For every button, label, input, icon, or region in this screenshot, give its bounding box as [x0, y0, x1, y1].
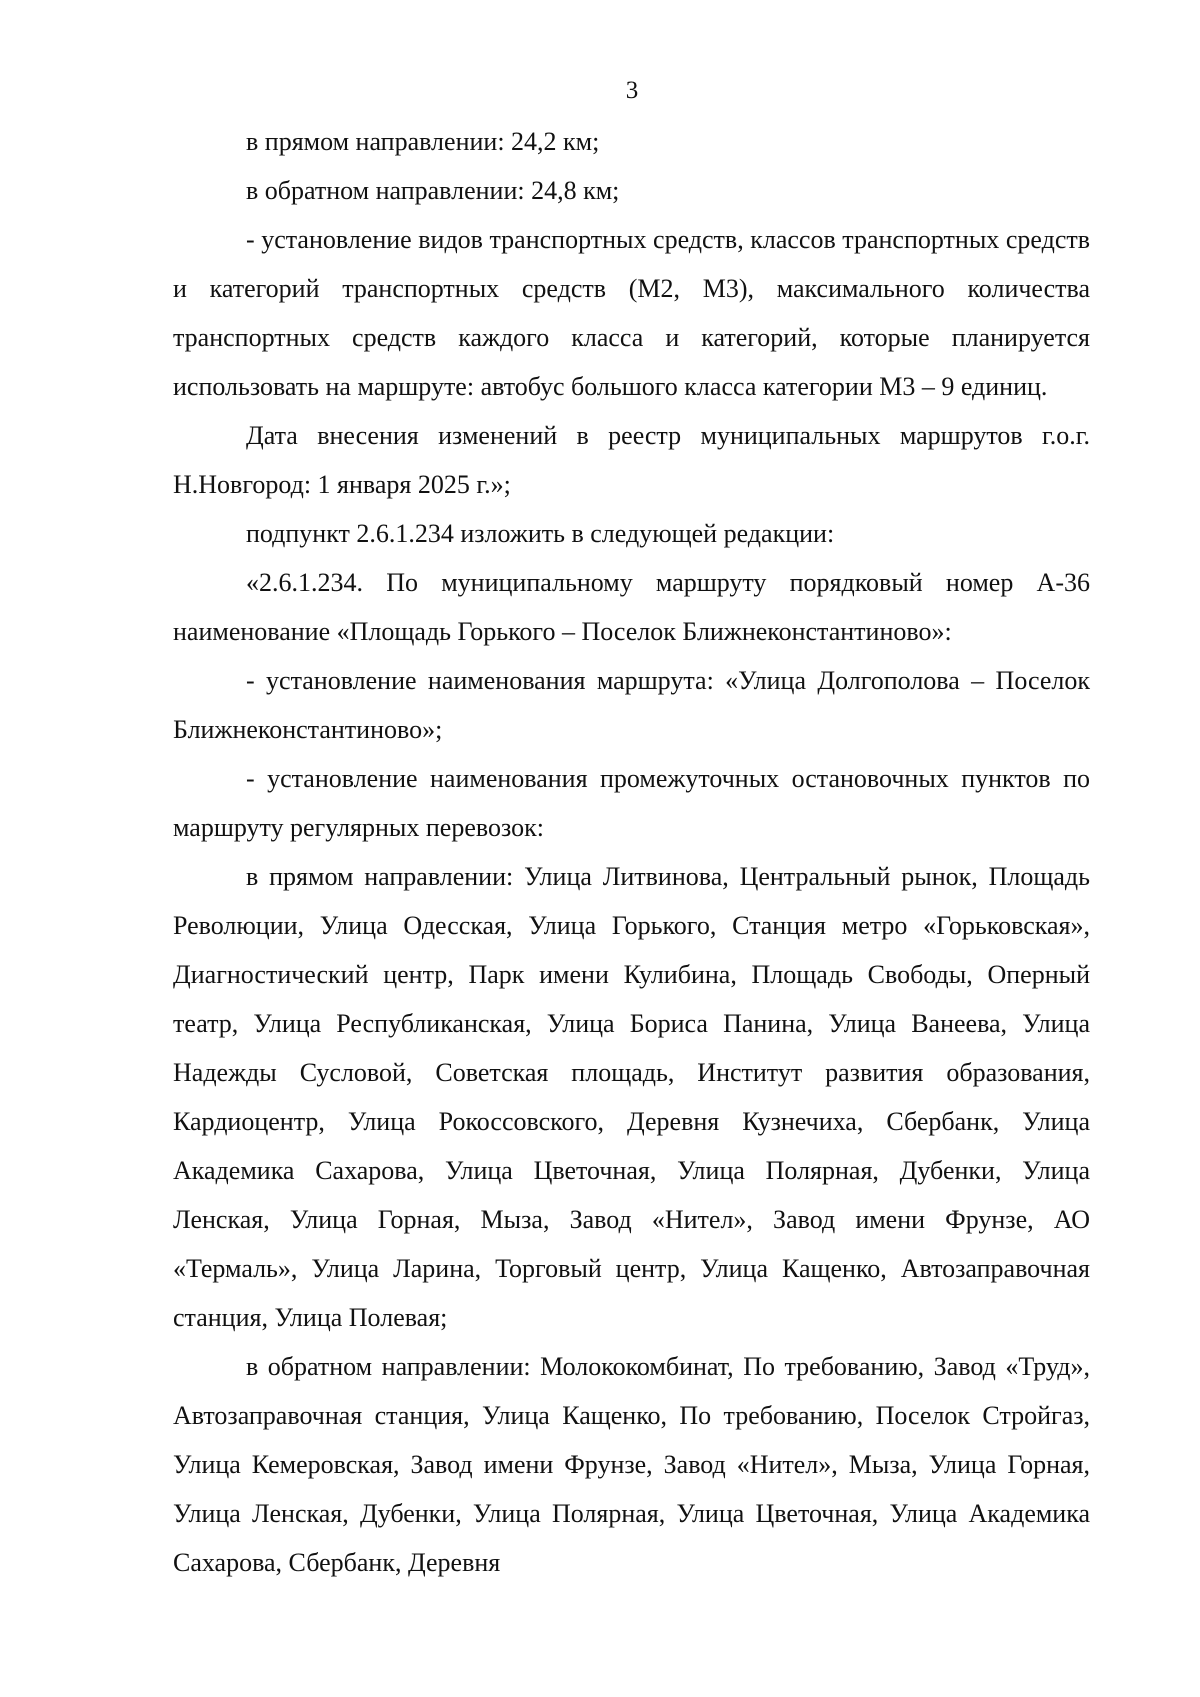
paragraph-route-name: - установление наименования маршрута: «Улица Долгополова – Поселок Ближнеконстантиново»;	[173, 666, 1090, 744]
paragraph-forward-distance: в прямом направлении: 24,2 км;	[246, 127, 600, 156]
paragraph-subclause-intro: подпункт 2.6.1.234 изложить в следующей редакции:	[246, 519, 835, 548]
paragraph-reverse-stops: в обратном направлении: Молококомбинат, По требованию, Завод «Труд», Автозаправочная станция, Улица Кащенко, По требованию, Поселок Стройгаз, Улица Кемеровская, Завод имени Фрунзе, Завод «Нител», Мыза, Улица Горная, Улица Ленская, Дубенки, Улица Полярная, Улица Цветочная, Улица Академика Сахарова, Сбербанк, Деревня	[173, 1352, 1090, 1577]
paragraph-reverse-distance: в обратном направлении: 24,8 км;	[246, 176, 620, 205]
paragraph-route-a36: «2.6.1.234. По муниципальному маршруту порядковый номер А-36 наименование «Площадь Горького – Поселок Ближнеконстантиново»:	[173, 568, 1090, 646]
paragraph-change-date: Дата внесения изменений в реестр муниципальных маршрутов г.о.г. Н.Новгород: 1 января 2025 г.»;	[173, 421, 1090, 499]
page-number: 3	[625, 77, 639, 104]
paragraph-stops-intro: - установление наименования промежуточных остановочных пунктов по маршруту регулярных перевозок:	[173, 764, 1090, 842]
paragraph-forward-stops: в прямом направлении: Улица Литвинова, Центральный рынок, Площадь Революции, Улица Одесская, Улица Горького, Станция метро «Горьковская», Диагностический центр, Парк имени Кулибина, Площадь Свободы, Оперный театр, Улица Республиканская, Улица Бориса Панина, Улица Ванеева, Улица Надежды Сусловой, Советская площадь, Институт развития образования, Кардиоцентр, Улица Рокоссовского, Деревня Кузнечиха, Сбербанк, Улица Академика Сахарова, Улица Цветочная, Улица Полярная, Дубенки, Улица Ленская, Улица Горная, Мыза, Завод «Нител», Завод имени Фрунзе, АО «Термаль», Улица Ларина, Торговый центр, Улица Кащенко, Автозаправочная станция, Улица Полевая;	[173, 862, 1090, 1332]
paragraph-vehicle-types: - установление видов транспортных средств, классов транспортных средств и категорий транспортных средств (М2, М3), максимального количества транспортных средств каждого класса и категорий, которые планируется использовать на маршруте: автобус большого класса категории М3 – 9 единиц.	[173, 225, 1090, 401]
document-body	[173, 117, 1090, 1587]
